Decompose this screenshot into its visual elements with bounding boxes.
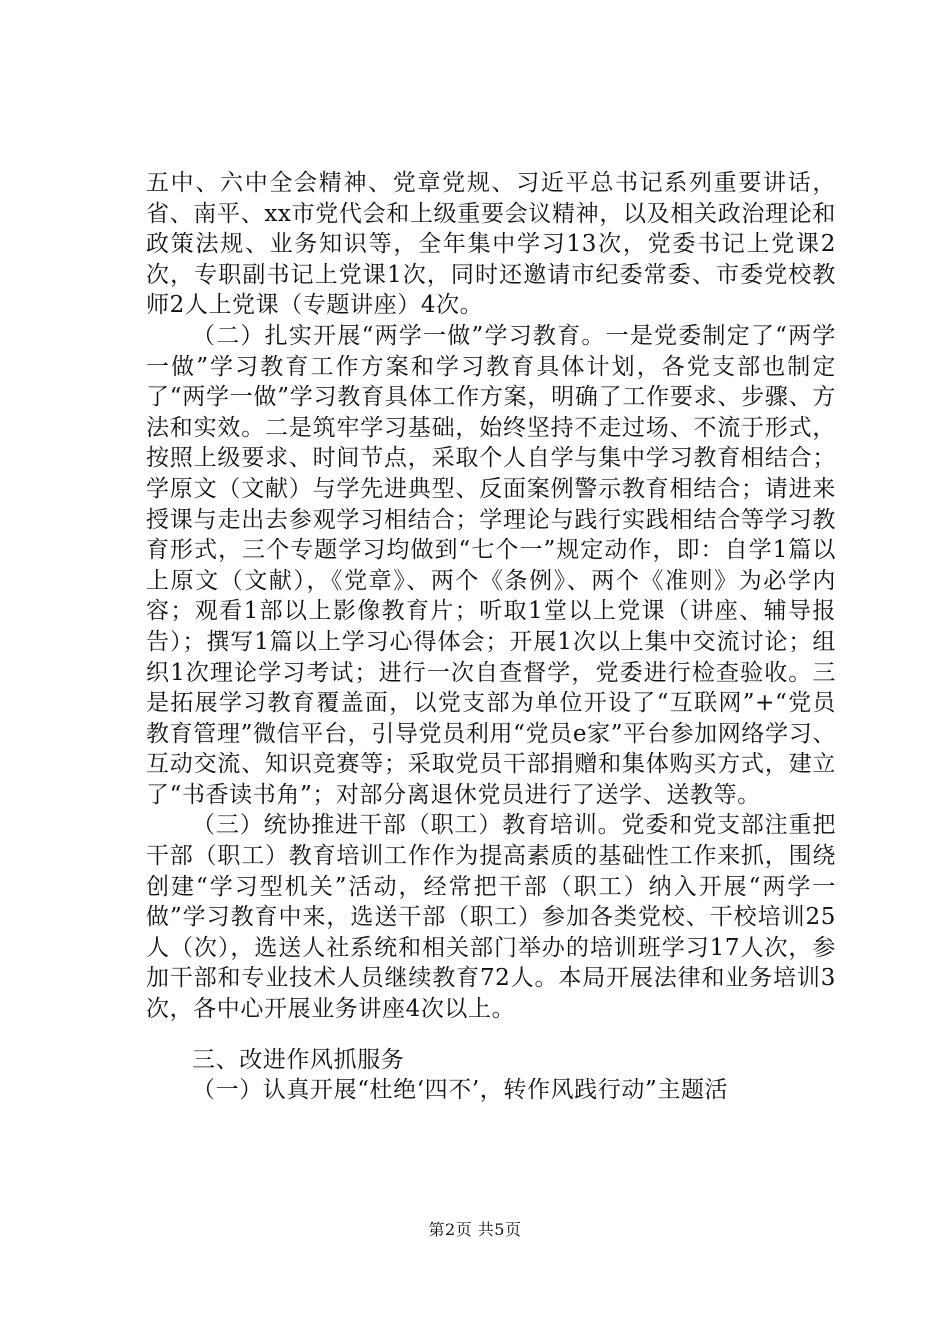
paragraph-two-learn-one-do: （二）扎实开展“两学一做”学习教育。一是党委制定了“两学一做”学习教育工作方案和学习教育具体计划，各党支部也制定了“两学一做”学习教育具体工作方案，明确了工作要求、步骤、方法和实效。二是筑牢学习基础，始终坚持不走过场、不流于形式，按照上级要求、时间节点，采取个人自学与集中学习教育相结合；学原文（文献）与学先进典型、反面案例警示教育相结合；请进来授课与走出去参观学习相结合；学理论与践行实践相结合等学习教育形式，三个专题学习均做到“七个一”规定动作，即：自学1篇以上原文（文献），《党章》、两个《条例》、两个《准则》为必学内容；观看1部以上影像教育片；听取1堂以上党课（讲座、辅导报告）；撰写1篇以上学习心得体会；开展1次以上集中交流讨论；组织1次理论学习考试；进行一次自查督学，党委进行检查验收。三是拓展学习教育覆盖面，以党支部为单位开设了“互联网”+“党员教育管理”微信平台，引导党员利用“党员e家”平台参加网络学习、互动交流、知识竞赛等；采取党员干部捐赠和集体购买方式，建立了“书香读书角”；对部分离退休党员进行了送学、送教等。 bbox=[146, 322, 836, 808]
section-heading: 三、改进作风抓服务 bbox=[192, 1046, 405, 1073]
paragraph-cadre-training: （三）统协推进干部（职工）教育培训。党委和党支部注重把干部（职工）教育培训工作作为提高素质的基础性工作来抓，围绕创建“学习型机关”活动，经常把干部（职工）纳入开展“两学一做”学习教育中来，选送干部（职工）参加各类党校、干校培训25人（次），选送人社系统和相关部门举办的培训班学习17人次，参加干部和专业技术人员继续教育72人。本局开展法律和业务培训3次，各中心开展业务讲座4次以上。 bbox=[146, 812, 836, 1023]
paragraph-continuation: 五中、六中全会精神、党章党规、习近平总书记系列重要讲话，省、南平、xx市党代会和上级重要会议精神，以及相关政治理论和政策法规、业务知识等，全年集中学习13次，党委书记上党课2次，专职副书记上党课1次，同时还邀请市纪委常委、市委党校教师2人上党课（专题讲座）4次。 bbox=[146, 170, 836, 319]
page-footer: 第2页 共5页 bbox=[428, 1220, 522, 1239]
paragraph-theme-activity: （一）认真开展“杜绝‘四不’，转作风践行动”主题活 bbox=[192, 1077, 729, 1104]
document-body bbox=[146, 168, 836, 1106]
